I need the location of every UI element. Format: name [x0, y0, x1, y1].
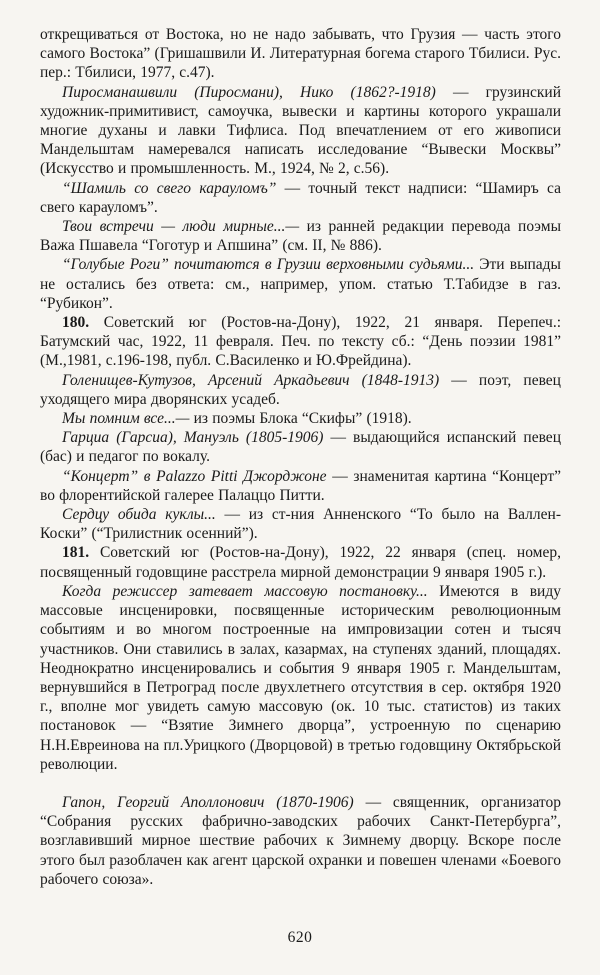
- paragraph: [40, 543, 561, 581]
- paragraph: [40, 25, 561, 83]
- paragraph: [40, 83, 561, 179]
- entry-lemma: “Голубые Роги” почитаются в Грузии верховными судьями...: [62, 256, 475, 274]
- entry-text: — поэт, певец уходящего мира дворянских усадеб.: [40, 371, 561, 408]
- entry-lemma: Твои встречи — люди мирные...—: [62, 218, 300, 236]
- paragraph: [40, 409, 561, 428]
- page-number: 620: [287, 928, 313, 946]
- entry-number: 180.: [62, 314, 90, 332]
- paragraph: [40, 371, 561, 409]
- entry-text: из поэмы Блока “Скифы” (1918).: [189, 410, 412, 428]
- entry-text: из ранней редакции перевода поэмы Важа Пшавела “Гоготур и Апшина” (см. II, № 886).: [40, 218, 561, 255]
- entry-text: Советский юг (Ростов-на-Дону), 1922, 21 января. Перепеч.: Батумский час, 1922, 11 февраля. Печ. по тексту сб.: “День поэзии 1981” (М.,1981, с.196-198, публ. С.Василенко и Ю.Фрейдина).: [40, 314, 561, 370]
- paragraph: [40, 582, 561, 774]
- entry-lemma: “Концерт” в Palazzo Pitti Джорджоне: [62, 467, 327, 485]
- entry-text: — знаменитая картина “Концерт” во флорентийской галерее Палаццо Питти.: [40, 467, 561, 504]
- entry-text: — из ст-ния Анненского “То было на Валлен-Коски” (“Трилистник осенний”).: [40, 506, 561, 543]
- paragraph: [40, 428, 561, 466]
- entry-text: Имеются в виду массовые инсценировки, посвященные историческим революционным событиям и во многом построенные на импровизации сотен и тысяч участников. Они ставились в залах, казармах, на ступенях зданий, площадях. Неоднократно инсценировались и события 9 января 1905 г. Мандельштам, вернувшийся в Петроград после двухлетнего отсутствия в сер. октября 1920 г., вполне мог увидеть самую массовую (ок. 10 тыс. статистов) из таких постановок — “Взятие Зимнего дворца”, устроенную по сценарию Н.Н.Евреинова на пл.Урицкого (Дворцовой) в третью годовщину Октябрьской революции.: [40, 582, 561, 773]
- entry-text: — грузинский художник-примитивист, самоучка, вывески и картины которого украшали многие духаны и лавки Тифлиса. Под впечатлением от его живописи Мандельштам намеревался написать исследование “Вывески Москвы” (Искусство и промышленность. М., 1924, № 2, с.56).: [40, 83, 561, 178]
- entry-text: открещиваться от Востока, но не надо забывать, что Грузия — часть этого самого Востока” (Гришашвили И. Литературная богема старого Тбилиси. Рус. пер.: Тбилиси, 1977, с.47).: [40, 26, 561, 82]
- entry-lemma: Голенищев-Кутузов, Арсений Аркадьевич (1848-1913): [62, 371, 440, 389]
- entry-number: 181.: [62, 544, 90, 562]
- entry-lemma: Гарциа (Гарсиа), Мануэль (1805-1906): [62, 429, 324, 447]
- entry-text: Эти выпады не остались без ответа: см., например, упом. статью Т.Табидзе в газ. “Рубикон”.: [40, 256, 561, 312]
- entry-text: Советский юг (Ростов-на-Дону), 1922, 22 января (спец. номер, посвященный годовщине расстрела мирной демонстрации 9 января 1905 г.).: [40, 544, 561, 581]
- entry-text: — священник, организатор “Собрания русских фабрично-заводских рабочих Санкт-Петербурга”, возглавивший мирное шествие рабочих к Зимнему дворцу. Вскоре после этого был разоблачен как агент царской охранки и повешен членами «Боевого рабочего союза».: [40, 793, 561, 888]
- paragraph: [40, 179, 561, 217]
- paragraph: [40, 505, 561, 543]
- entry-lemma: Когда режиссер затевает массовую постановку...: [62, 582, 428, 600]
- entry-text: — выдающийся испанский певец (бас) и педагог по вокалу.: [40, 429, 561, 466]
- entry-lemma: Гапон, Георгий Аполлонович (1870-1906): [62, 793, 354, 811]
- entry-lemma: Мы помним все...—: [62, 410, 190, 428]
- entry-text: — точный текст надписи: “Шамиръ са свего карауломъ”.: [40, 179, 561, 216]
- paragraph: [40, 467, 561, 505]
- entry-lemma: “Шамиль со свего карауломъ”: [62, 179, 277, 197]
- paragraph: [40, 217, 561, 255]
- paragraph: [40, 793, 561, 889]
- entry-lemma: Пиросманашвили (Пиросмани), Нико (1862?-1918): [62, 83, 436, 101]
- entry-lemma: Сердцу обида куклы...: [62, 506, 216, 524]
- paragraph: [40, 255, 561, 313]
- paragraph: [40, 313, 561, 371]
- page-text: [40, 25, 561, 889]
